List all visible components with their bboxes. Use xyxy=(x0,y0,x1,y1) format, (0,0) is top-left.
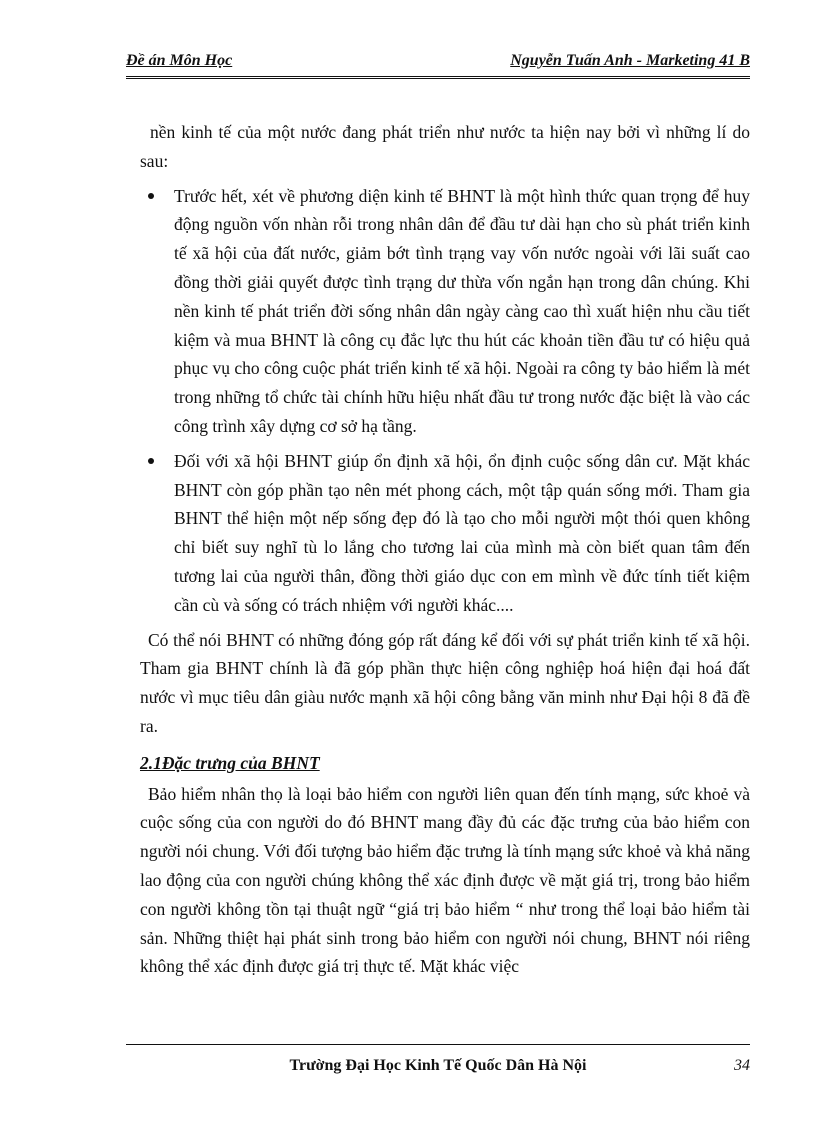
bullet-list xyxy=(140,182,750,620)
page-number: 34 xyxy=(734,1057,750,1074)
bullet-item-social xyxy=(174,447,750,620)
page-header xyxy=(126,50,750,79)
conclusion-paragraph: Có thể nói BHNT có những đóng góp rất đáng kể đối với sự phát triển kinh tế xã hội. Tham gia BHNT chính là đã góp phần thực hiện công nghiệp hoá hiện đại hoá đất nước vì mục tiêu dân giàu nước mạnh xã hội công bằng văn minh như Đại hội 8 đã đề ra. xyxy=(140,629,750,736)
bullet-item-economic xyxy=(174,182,750,441)
page-body xyxy=(140,118,750,981)
footer-institution: Trường Đại Học Kinh Tế Quốc Dân Hà Nội xyxy=(289,1057,587,1074)
header-document-type: Đề án Môn Học xyxy=(126,52,233,69)
bullet-text: Trước hết, xét về phương diện kinh tế BHNT là một hình thức quan trọng để huy động nguồn vốn nhàn rỗi trong nhân dân để đầu tư dài hạn cho sù phát triển kinh tế xã hội của đất nước, giảm bớt tình trạng vay vốn nước ngoài với lãi suất cao đồng thời giải quyết được tình trạng dư thừa vốn ngắn hạn trong dân chúng. Khi nền kinh tế phát triển đời sống nhân dân ngày càng cao thì xuất hiện nhu cầu tiết kiệm và mua BHNT là công cụ đắc lực thu hút các khoản tiền đầu tư có hiệu quả phục vụ cho công cuộc phát triển kinh tế xã hội. Ngoài ra công ty bảo hiểm là mét trong những tổ chức tài chính hữu hiệu nhất đầu tư trong nước đặc biệt là vào các công trình xây dựng cơ sở hạ tầng. xyxy=(174,185,750,436)
header-author: Nguyễn Tuấn Anh - Marketing 41 B xyxy=(510,52,750,69)
bullet-text: Đối với xã hội BHNT giúp ổn định xã hội, ổn định cuộc sống dân cư. Mặt khác BHNT còn góp phần tạo nên mét phong cách, một tập quán sống mới. Tham gia BHNT thể hiện một nếp sống đẹp đó là tạo cho mỗi người một thói quen không chỉ biết suy nghĩ tù lo lắng cho tương lai của mình mà còn biết quan tâm đến tương lai của người thân, đồng thời giáo dục con em mình về đức tính tiết kiệm cần cù và sống có trách nhiệm với người khác.... xyxy=(174,450,750,615)
intro-paragraph: nền kinh tế của một nước đang phát triển như nước ta hiện nay bởi vì những lí do sau: xyxy=(140,122,750,171)
bullet-icon xyxy=(148,193,154,199)
section-heading: 2.1Đặc trưng của BHNT xyxy=(140,752,320,773)
section-paragraph: Bảo hiểm nhân thọ là loại bảo hiểm con người liên quan đến tính mạng, sức khoẻ và cuộc sống của con người do đó BHNT mang đầy đủ các đặc trưng của bảo hiểm con người nói chung. Với đối tượng bảo hiểm đặc trưng là tính mạng sức khoẻ và khả năng lao động của con người chúng không thể xác định được về mặt giá trị, trong bảo hiểm con người không tồn tại thuật ngữ “giá trị bảo hiểm “ như trong thể loại bảo hiểm tài sản. Những thiệt hại phát sinh trong bảo hiểm con người nói chung, BHNT nói riêng không thể xác định được giá trị thực tế. Mặt khác việc xyxy=(140,783,750,977)
bullet-icon xyxy=(148,458,154,464)
page-footer xyxy=(126,1044,750,1081)
